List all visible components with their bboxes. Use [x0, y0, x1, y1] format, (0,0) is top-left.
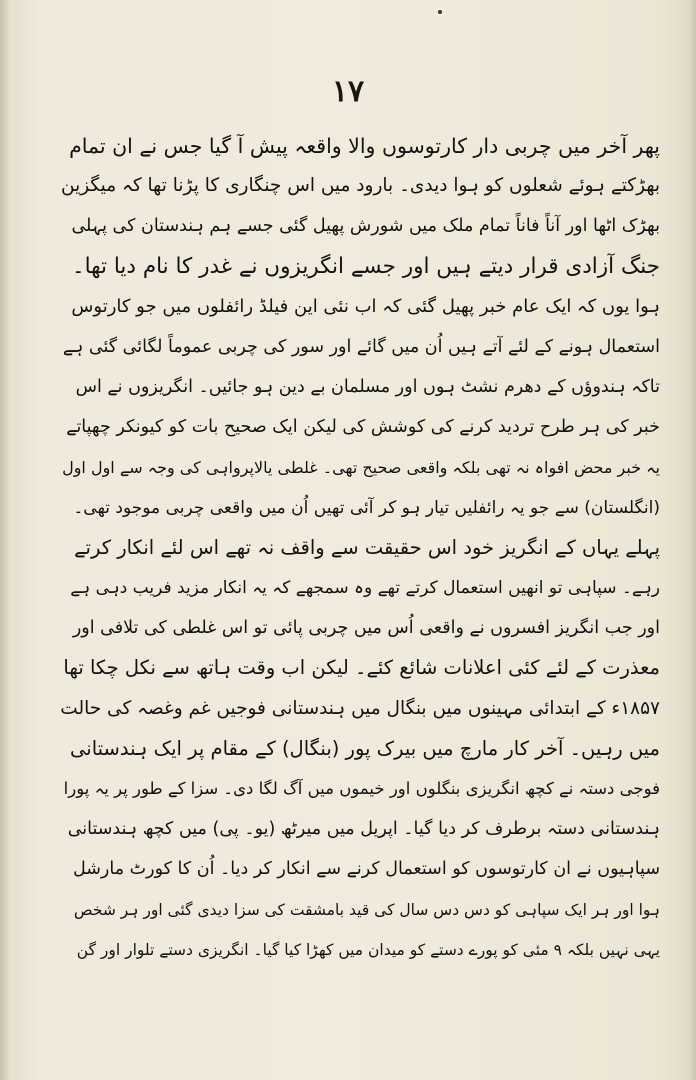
text-line: میں رہیں۔ آخر کار مارچ میں بیرک پور (بنگال) کے مقام پر ایک ہندستانی	[70, 736, 660, 760]
text-line: فوجی دستہ نے کچھ انگریزی بنگلوں اور خیموں میں آگ لگا دی۔ سزا کے طور پر یہ پورا	[63, 779, 660, 798]
text-line: استعمال ہونے کے لئے آتے ہیں اُن میں گائے اور سور کی چربی عموماً لگائی گئی ہے	[62, 336, 660, 357]
text-line: رہے۔ سپاہی تو انھیں استعمال کرتے تھے وہ سمجھے کہ یہ انکار مزید فریب دہی ہے	[70, 578, 660, 599]
left-edge-shadow	[0, 0, 10, 1080]
text-line: یہ خبر محض افواہ نہ تھی بلکہ واقعی صحیح تھی۔ غلطی یالاپرواہی کی وجہ سے اول اول	[62, 457, 660, 477]
page-number: ۱۷	[331, 74, 365, 109]
text-line: (انگلستان) سے جو یہ رائفلیں تیار ہو کر آئی تھیں اُن میں واقعی چربی موجود تھی۔	[73, 497, 660, 518]
text-line: ۱۸۵۷ء کے ابتدائی مہینوں میں بنگال میں ہندستانی فوجیں غم وغصہ کی حالت	[60, 697, 660, 719]
text-line: ہندستانی دستہ برطرف کر دیا گیا۔ اپریل میں میرٹھ (یو۔ پی) میں کچھ ہندستانی	[67, 819, 660, 840]
text-line: یہی نہیں بلکہ ۹ مئی کو پورے دستے کو میدان میں کھڑا کیا گیا۔ انگریزی دستے تلوار اور گن	[76, 940, 660, 959]
text-line: پہلے یہاں کے انگریز خود اس حقیقت سے واقف نہ تھے اس لئے انکار کرتے	[74, 535, 660, 559]
text-line: معذرت کے لئے کئی اعلانات شائع کئے۔ لیکن اب وقت ہاتھ سے نکل چکا تھا	[63, 656, 660, 680]
text-line: اور جب انگریز افسروں نے واقعی اُس میں چربی پائی تو اس غلطی کی تلافی اور	[72, 618, 660, 639]
text-line: سپاہیوں نے ان کارتوسوں کو استعمال کرنے سے انکار کر دیا۔ اُن کا کورٹ مارشل	[73, 859, 660, 880]
ink-speck	[438, 10, 442, 14]
text-line: بھڑکتے ہوئے شعلوں کو ہوا دیدی۔ بارود میں اس چنگاری کا پڑنا تھا کہ میگزین	[60, 175, 660, 197]
text-line: ہوا اور ہر ایک سپاہی کو دس دس سال کی قید بامشقت کی سزا دیدی گئی اور ہر شخص	[73, 900, 660, 919]
text-line: پھر آخر میں چربی دار کارتوسوں والا واقعہ پیش آ گیا جس نے ان تمام	[69, 134, 660, 158]
text-line: جنگ آزادی قرار دیتے ہیں اور جسے انگریزوں نے غدر کا نام دیا تھا۔	[72, 253, 660, 279]
right-edge-shadow	[688, 0, 696, 1080]
body-text	[60, 126, 660, 970]
text-line: خبر کی ہر طرح تردید کرنے کی کوشش کی لیکن ایک صحیح بات کو کیونکر چھپاتے	[66, 417, 660, 438]
text-line: بھڑک اٹھا اور آناً فاناً تمام ملک میں شورش پھیل گئی جسے ہم ہندستان کی پہلی	[71, 216, 660, 237]
text-line: ہوا یوں کہ ایک عام خبر پھیل گئی کہ اب نئی این فیلڈ رائفلوں میں جو کارتوس	[71, 295, 660, 317]
text-line: تاکہ ہندوؤں کے دھرم نشٹ ہوں اور مسلمان بے دین ہو جائیں۔ انگریزوں نے اس	[75, 377, 660, 398]
